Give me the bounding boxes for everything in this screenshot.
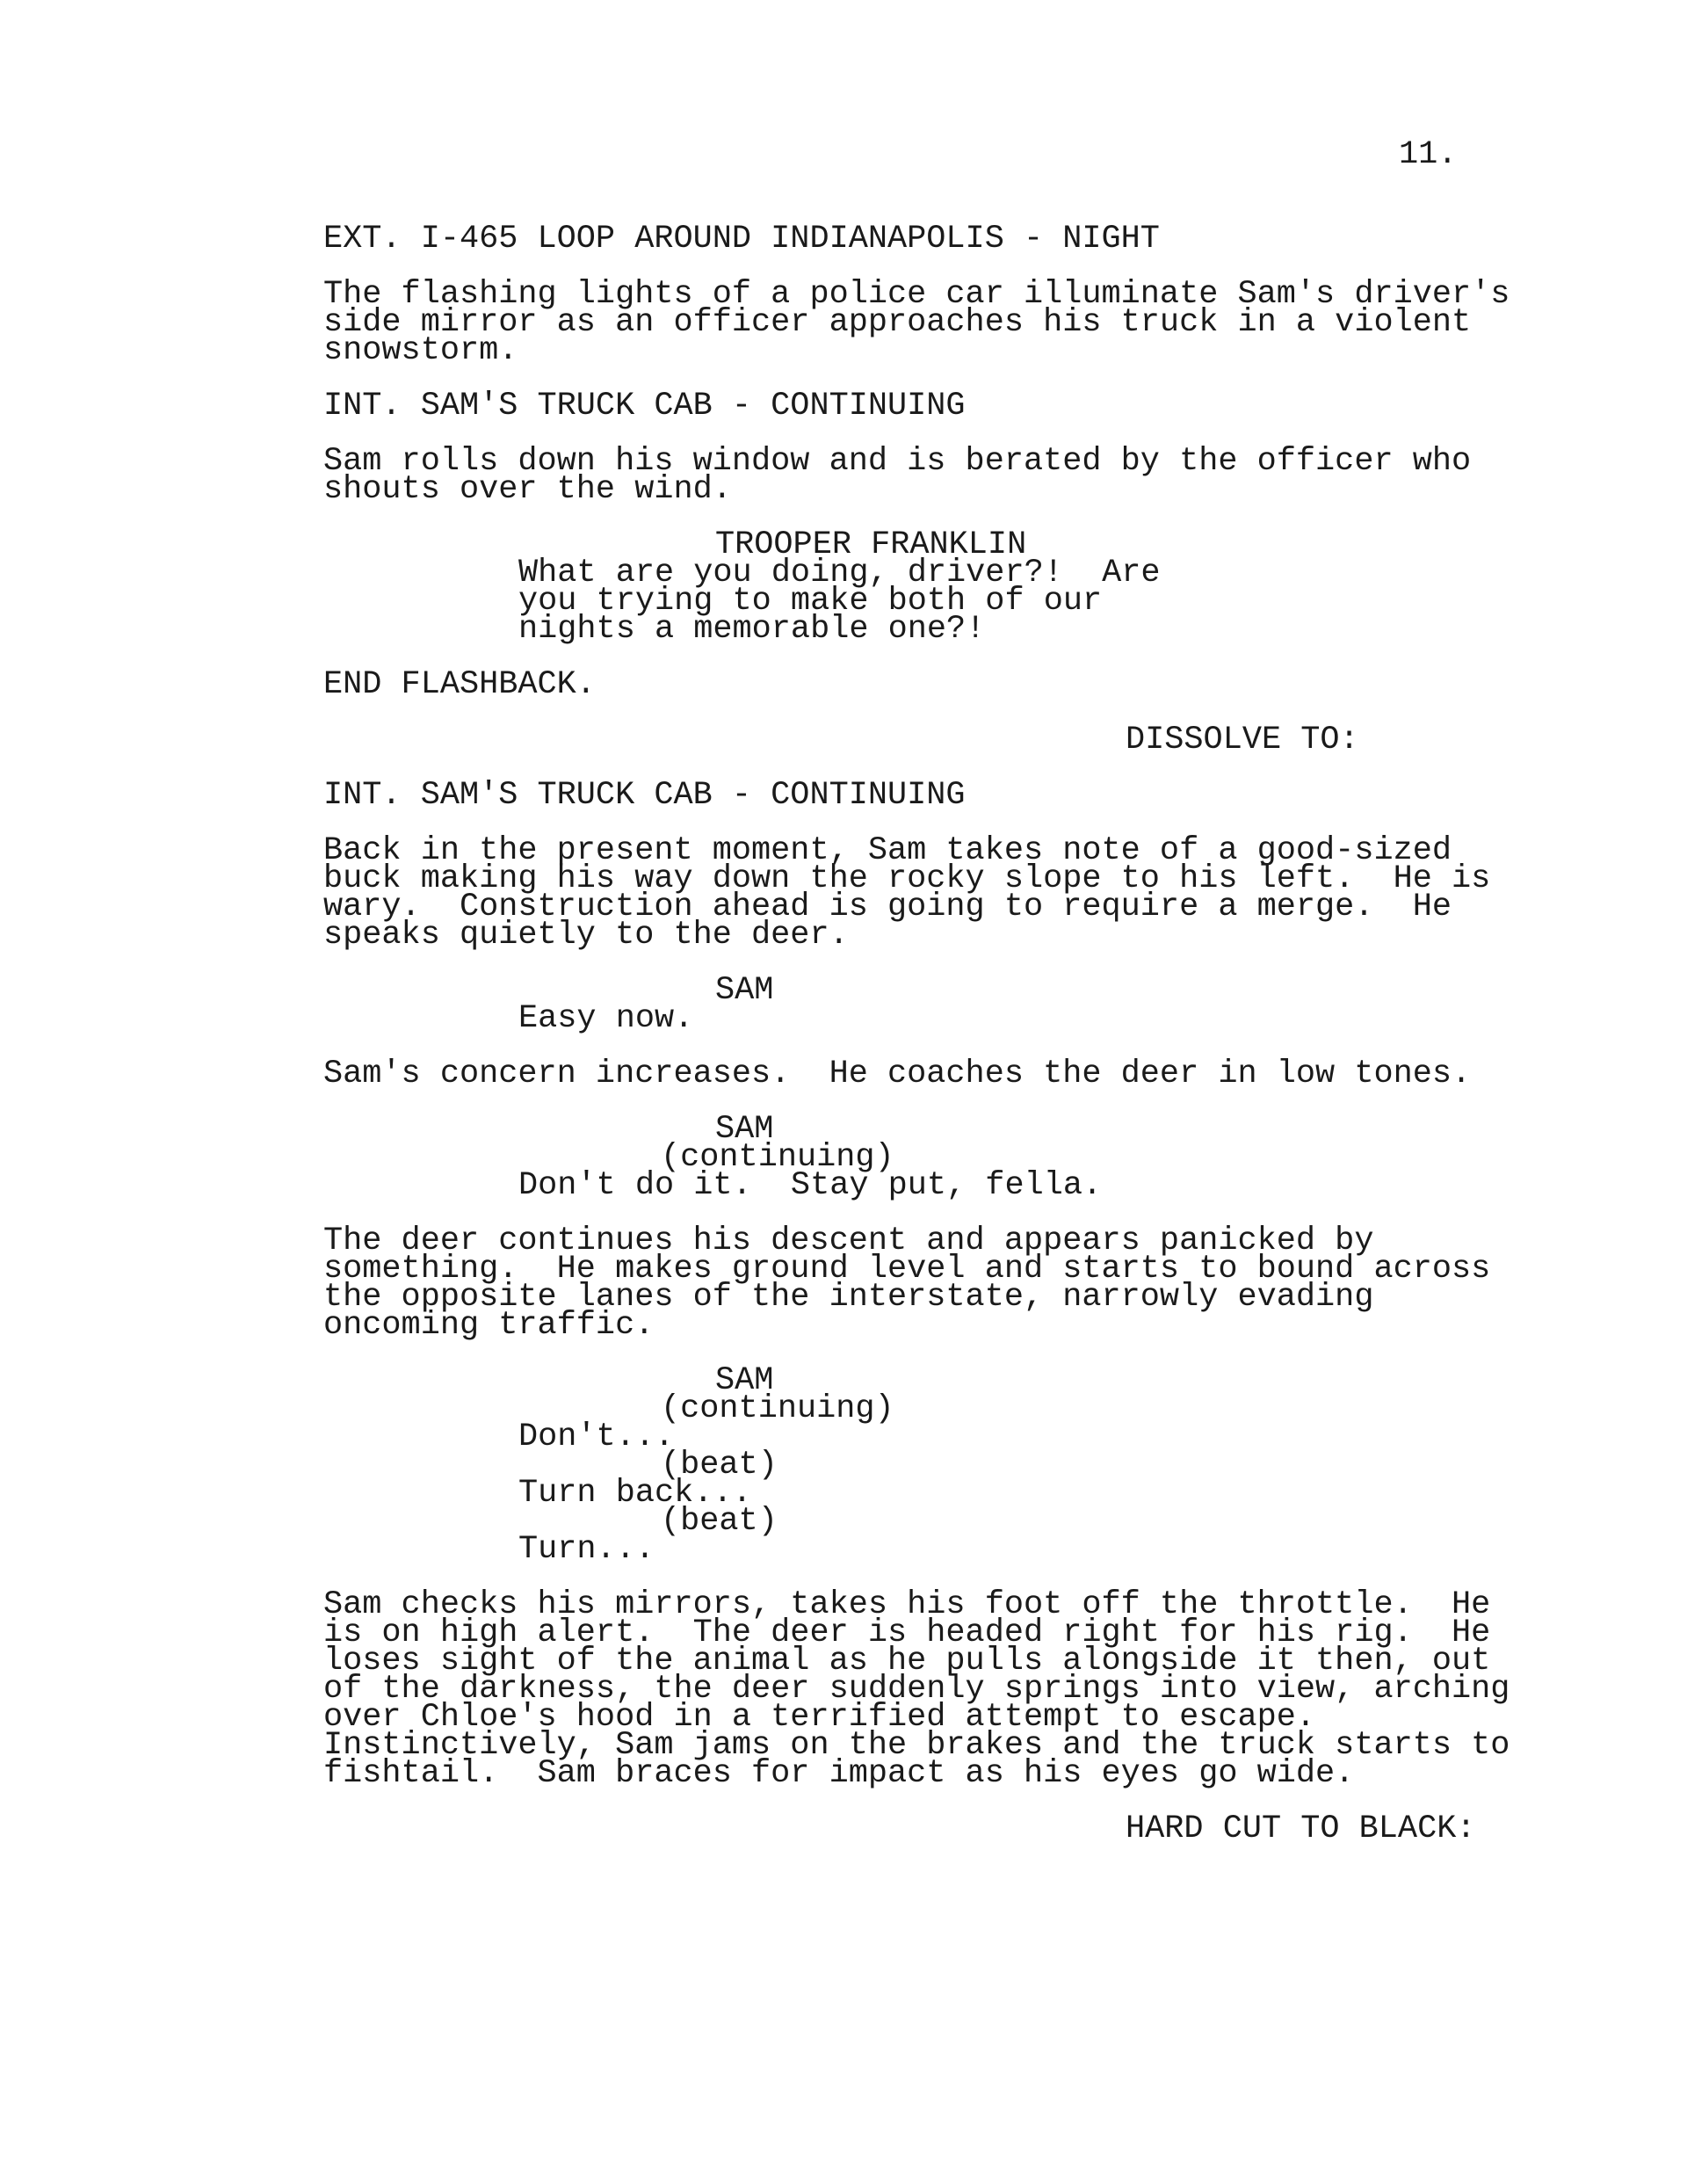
action-line: Sam's concern increases. He coaches the deer in low tones.	[323, 1056, 1472, 1092]
action-line: loses sight of the animal as he pulls alongside it then, out	[323, 1643, 1491, 1680]
action-line: buck making his way down the rocky slope to his left. He is	[323, 860, 1491, 897]
character-name: SAM	[715, 1111, 774, 1148]
end-flashback: END FLASHBACK.	[323, 666, 596, 703]
transition: HARD CUT TO BLACK:	[1126, 1810, 1476, 1847]
action-line: Sam rolls down his window and is berated by the officer who	[323, 443, 1472, 480]
dialogue-line: you trying to make both of our	[518, 583, 1103, 620]
action-line: wary. Construction ahead is going to require a merge. He	[323, 889, 1452, 925]
action-line: shouts over the wind.	[323, 471, 732, 508]
action-line: The deer continues his descent and appears panicked by	[323, 1223, 1374, 1259]
action-line: snowstorm.	[323, 332, 518, 369]
dialogue-line: Easy now.	[518, 1000, 694, 1037]
action-line: oncoming traffic.	[323, 1307, 655, 1344]
action-line: fishtail. Sam braces for impact as his eyes go wide.	[323, 1755, 1355, 1792]
action-line: something. He makes ground level and starts to bound across	[323, 1251, 1491, 1288]
action-line: Instinctively, Sam jams on the brakes and the truck starts to	[323, 1727, 1510, 1764]
action-line: is on high alert. The deer is headed right for his rig. He	[323, 1614, 1491, 1651]
dialogue-line: Turn back...	[518, 1475, 752, 1512]
action-line: Sam checks his mirrors, takes his foot off the throttle. He	[323, 1586, 1491, 1623]
action-line: of the darkness, the deer suddenly springs into view, arching	[323, 1671, 1510, 1708]
page-number: 11.	[1399, 136, 1458, 173]
action-line: the opposite lanes of the interstate, narrowly evading	[323, 1279, 1374, 1316]
dialogue-line: What are you doing, driver?! Are	[518, 555, 1161, 591]
parenthetical: (continuing)	[661, 1139, 894, 1176]
action-line: side mirror as an officer approaches his truck in a violent	[323, 304, 1472, 341]
dialogue-line: Don't do it. Stay put, fella.	[518, 1167, 1103, 1204]
scene-heading: INT. SAM'S TRUCK CAB - CONTINUING	[323, 388, 966, 424]
character-name: SAM	[715, 972, 774, 1009]
transition: DISSOLVE TO:	[1126, 722, 1359, 758]
dialogue-line: Don't...	[518, 1419, 675, 1455]
action-line: The flashing lights of a police car illuminate Sam's driver's	[323, 276, 1510, 313]
action-line: speaks quietly to the deer.	[323, 917, 849, 954]
parenthetical: (beat)	[661, 1503, 778, 1540]
scene-heading: EXT. I-465 LOOP AROUND INDIANAPOLIS - NIGHT	[323, 221, 1160, 258]
character-name: TROOPER FRANKLIN	[715, 526, 1027, 563]
dialogue-line: Turn...	[518, 1531, 655, 1568]
parenthetical: (continuing)	[661, 1390, 894, 1427]
character-name: SAM	[715, 1362, 774, 1399]
action-line: Back in the present moment, Sam takes note of a good-sized	[323, 832, 1452, 869]
parenthetical: (beat)	[661, 1447, 778, 1484]
dialogue-line: nights a memorable one?!	[518, 611, 986, 648]
action-line: over Chloe's hood in a terrified attempt to escape.	[323, 1699, 1316, 1736]
scene-heading: INT. SAM'S TRUCK CAB - CONTINUING	[323, 777, 966, 814]
